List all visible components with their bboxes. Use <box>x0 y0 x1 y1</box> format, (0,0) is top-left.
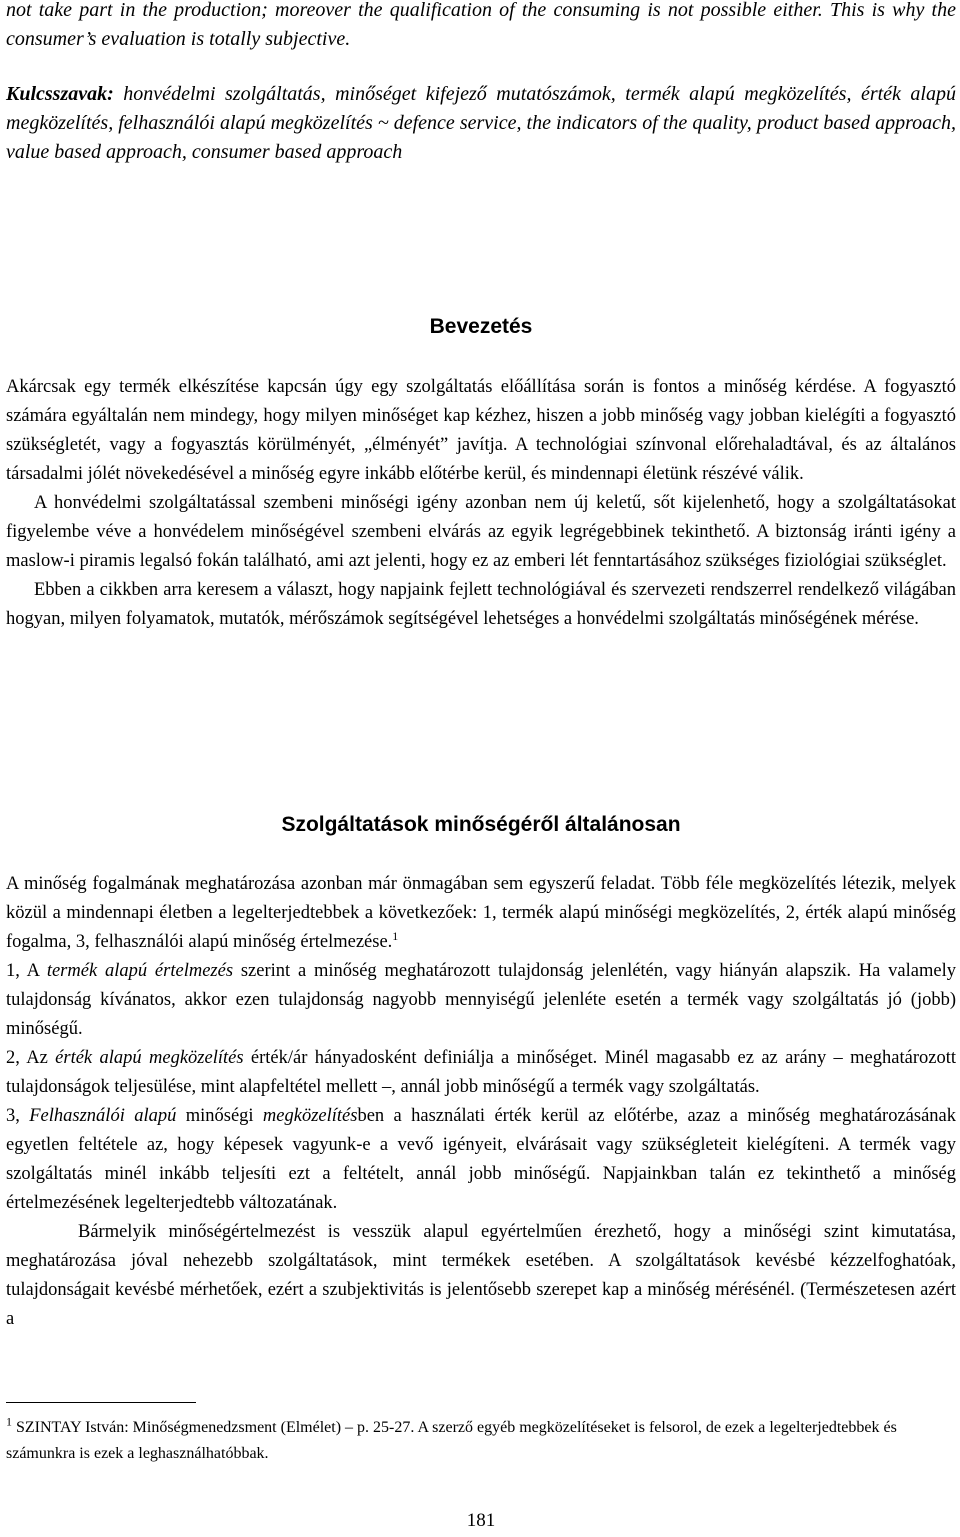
footnote-text: SZINTAY István: Minőségmenedzsment (Elmélet) – p. 25-27. A szerző egyéb megközelítéseket is felsorol, de ezek a legelterjedtebbek és számunkra is ezek a leghasználhatóbbak. <box>6 1419 897 1462</box>
general-paragraph-2: 1, A termék alapú értelmezés szerint a minőség meghatározott tulajdonság jelenlétén, vagy hiányán alapszik. Ha valamely tulajdonság kívánatos, akkor ezen tulajdonság nagyobb mennyiségű jelenléte esetén a termék vagy szolgáltatás jó (jobb) minőségű. <box>6 961 956 1039</box>
section-general-body <box>6 870 956 1334</box>
intro-paragraph-2: A honvédelmi szolgáltatással szembeni minőségi igény azonban nem új keletű, sőt kijelenhető, hogy a szolgáltatásokat figyelembe véve a honvédelem minőségével szembeni elvárás az egyik legrégebbinek tekinthető. A biztonság iránti igény a maslow-i piramis legalsó fokán található, ami azt jelenti, hogy ez az emberi lét fenntartásához szükséges fiziológiai szükséglet. <box>6 493 956 571</box>
footnote-separator <box>6 1402 196 1403</box>
section-heading-general: Szolgáltatások minőségéről általánosan <box>281 813 681 836</box>
abstract-english-tail <box>6 0 956 54</box>
section-intro-body <box>6 373 956 634</box>
general-paragraph-1: A minőség fogalmának meghatározása azonban már önmagában sem egyszerű feladat. Több féle megközelítés létezik, melyek közül a mindennapi életben a legelterjedtebbek a következőek: 1, termék alapú minőségi megközelítés, 2, érték alapú minőség fogalma, 3, felhasználói alapú minőség értelmezése.$^1$ <box>6 874 956 952</box>
abstract-text: not take part in the production; moreover the qualification of the consuming is not possible either. This is why the consumer’s evaluation is totally subjective. <box>6 0 956 50</box>
keywords-text: honvédelmi szolgáltatás, minőséget kifejező mutatószámok, termék alapú megközelítés, érték alapú megközelítés, felhasználói alapú megközelítés ~ defence service, the indicators of the quality, product based approach, value based approach, consumer based approach <box>6 83 956 163</box>
footnote-ref[interactable]: 1 <box>392 928 399 943</box>
footnote <box>6 1415 956 1467</box>
intro-paragraph-1: Akárcsak egy termék elkészítése kapcsán úgy egy szolgáltatás előállítása során is fontos a minőség kérdése. A fogyasztó számára egyáltalán nem mindegy, hogy milyen minőséget kap kézhez, hiszen a jobb minőség vagy jobban kielégíti a fogyasztó szükségletét, vagy a fogyasztás körülményét, „élményét” javítja. A technológiai színvonal előrehaladtával, és az általános társadalmi jólét növekedésével a minőség egyre inkább előtérbe kerül, és mindennapi életünk részévé válik. <box>6 377 956 484</box>
general-paragraph-5: Bármelyik minőségértelmezést is vesszük alapul egyértelműen érezhető, hogy a minőségi szint kimutatása, meghatározása jóval nehezebb szolgáltatások, mint termékek esetében. A szolgáltatások kevésbé kézzelfoghatóak, tulajdonságait kevésbé mérhetőek, ezért a szubjektivitás is jelentősebb szerepet kap a minőség mérésénél. (Természetesen azért a <box>6 1222 956 1329</box>
footnote-marker: 1 <box>6 1414 12 1429</box>
page-number: 181 <box>466 1510 496 1531</box>
general-paragraph-4: 3, Felhasználói alapú minőségi megközelítésben a használati érték kerül az előtérbe, azaz a minőség meghatározásának egyetlen feltétele az, hogy képesek vagyunk-e a vevő igényeit, elvárásait vagy szükségleteit kielégíteni. A termék vagy szolgáltatás minél inkább teljesíti ezt a feltételt, annál jobb minőségű. Napjainkban talán ez tekinthető a minőség értelmezésének legelterjedtebb változatának. <box>6 1106 956 1213</box>
intro-paragraph-3: Ebben a cikkben arra keresem a választ, hogy napjaink fejlett technológiával és szervezeti rendszerrel rendelkező világában hogyan, milyen folyamatok, mutatók, mérőszámok segítségével lehetséges a honvédelmi szolgáltatás minőségének mérése. <box>6 580 956 629</box>
keywords-block <box>6 80 956 167</box>
keywords-label: Kulcsszavak: <box>6 83 114 105</box>
keywords-paragraph <box>6 80 956 167</box>
section-heading-intro: Bevezetés <box>429 315 533 338</box>
general-paragraph-3: 2, Az érték alapú megközelítés érték/ár hányadosként definiálja a minőséget. Minél magasabb ez az arány – meghatározott tulajdonságok teljesülése, mint alapfeltétel mellett –, annál jobb minőségű a termék vagy szolgáltatás. <box>6 1048 956 1097</box>
